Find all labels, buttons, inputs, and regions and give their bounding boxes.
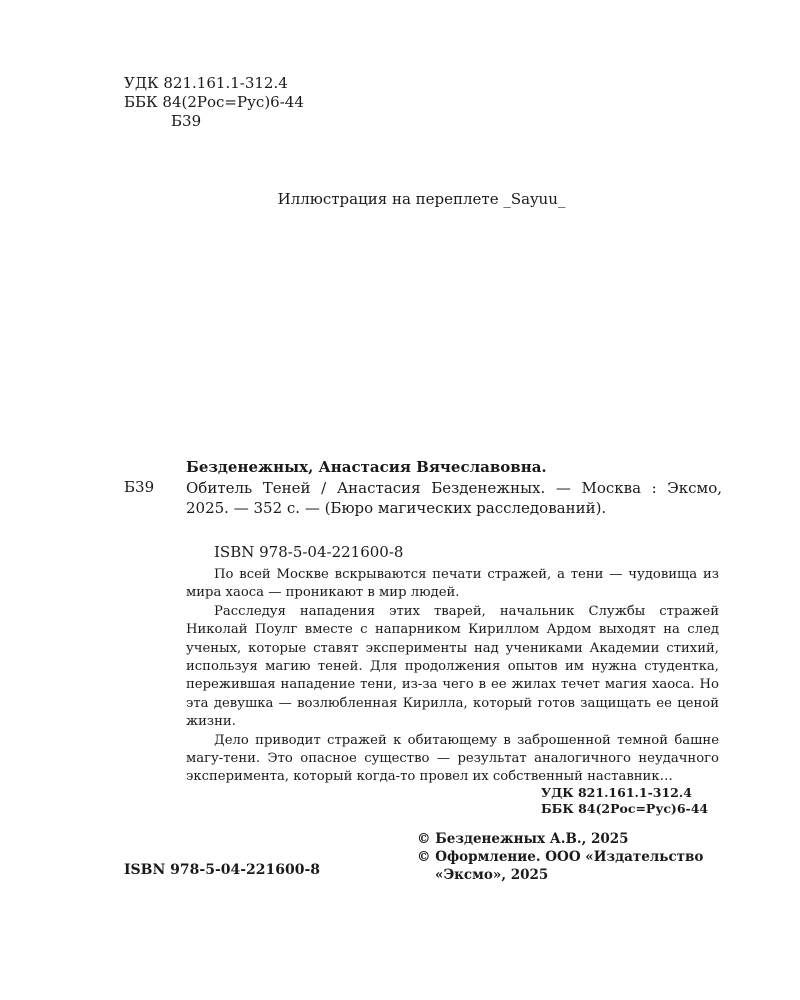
annotation xyxy=(186,566,719,787)
copyright-design-cont: «Эксмо», 2025 xyxy=(435,867,549,883)
bib-author: Безденежных, Анастасия Вячеславовна. xyxy=(186,458,547,476)
isbn-bottom: ISBN 978-5-04-221600-8 xyxy=(124,862,321,878)
bib-cutter: Б39 xyxy=(124,478,155,496)
copyright-design: © Оформление. ООО «Издательство xyxy=(417,849,704,865)
classification-codes-bottom xyxy=(541,785,708,817)
annotation-paragraph: Дело приводит стражей к обитающему в заброшенной темной башне магу-тени. Это опасное существо — результат аналогичного неудачного эксперимента, который когда-то провел их собственный наставник… xyxy=(186,732,719,785)
udk-code-bottom: УДК 821.161.1-312.4 xyxy=(541,785,692,800)
annotation-paragraph: Расследуя нападения этих тварей, начальник Службы стражей Николай Поулг вместе с напарником Кириллом Ардом выходят на след ученых, которые ставят эксперименты над учениками Академии стихий, используя магию теней. Для продолжения опытов им нужна студентка, пережившая нападение тени, из-за чего в ее жилах течет магия хаоса. Но эта девушка — возлюбленная Кирилла, который готов защищать ее ценой жизни. xyxy=(186,603,719,730)
copyright-block xyxy=(417,830,703,884)
bib-isbn: ISBN 978-5-04-221600-8 xyxy=(214,543,404,561)
bib-description: Обитель Теней / Анастасия Безденежных. — Москва : Эксмо, 2025. — 352 с. — (Бюро магических расследований). xyxy=(186,479,722,517)
bbk-code: ББК 84(2Рос=Рус)6-44 xyxy=(124,93,304,111)
illustration-credit: Иллюстрация на переплете _Sayuu_ xyxy=(277,190,566,208)
cutter-code: Б39 xyxy=(171,112,202,130)
classification-codes xyxy=(124,74,304,131)
bbk-code-bottom: ББК 84(2Рос=Рус)6-44 xyxy=(541,801,709,816)
udk-code: УДК 821.161.1-312.4 xyxy=(124,74,288,92)
copyright-author: © Безденежных А.В., 2025 xyxy=(417,831,629,847)
annotation-paragraph: По всей Москве вскрываются печати стражей, а тени — чудовища из мира хаоса — проникают в мир людей. xyxy=(186,567,719,601)
